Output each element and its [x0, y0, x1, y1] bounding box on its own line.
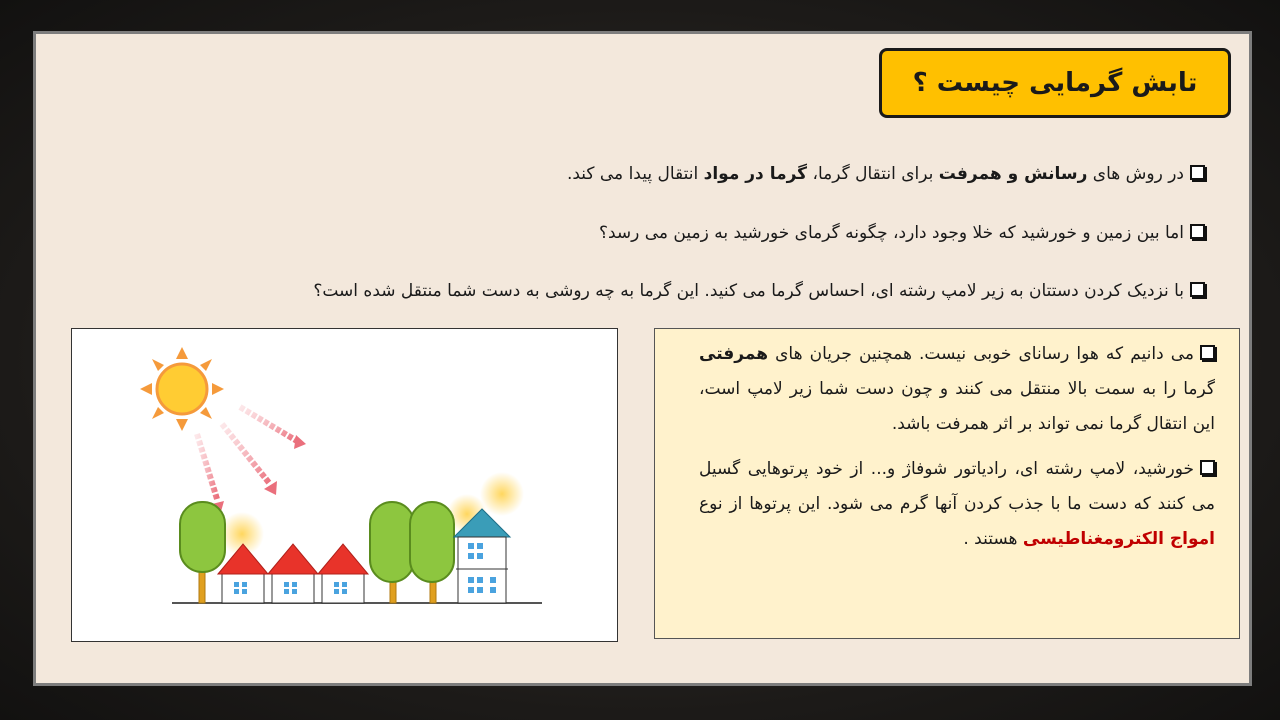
checkbox-bullet-icon: [1200, 345, 1215, 360]
checkbox-bullet-icon: [1200, 460, 1215, 475]
slide: [33, 31, 1252, 686]
p2-text-a: خورشید، لامپ رشته ای، رادیاتور شوفاژ و... از خود پرتوهایی گسیل می کنند که دست ما با جذب کردن آنها گرم می شود. این پرتوها از نوع: [699, 459, 1215, 514]
bullet-3: [313, 281, 1205, 301]
checkbox-bullet-icon: [1190, 165, 1205, 180]
checkbox-bullet-icon: [1190, 224, 1205, 239]
bullet-1-bold-b: گرما در مواد: [703, 164, 808, 184]
p1-text-b: گرما را به سمت بالا منتقل می کنند و چون دست شما زیر لامپ است، این انتقال گرما نمی تواند بر اثر همرفت باشد.: [699, 379, 1215, 434]
bullet-3-text: با نزدیک کردن دستتان به زیر لامپ رشته ای، احساس گرما می کنید. این گرما به چه روشی به دست شما منتقل شده است؟: [313, 281, 1184, 301]
p1-text-a: می دانیم که هوا رسانای خوبی نیست. همچنین جریان های: [768, 344, 1194, 364]
checkbox-bullet-icon: [1190, 282, 1205, 297]
bullet-1-text-b: برای انتقال گرما،: [807, 164, 939, 184]
bullet-1-text-c: انتقال پیدا می کند.: [566, 164, 704, 184]
radiation-illustration: [71, 328, 618, 642]
tree-icon: [370, 502, 414, 603]
sun-icon: [140, 347, 224, 431]
explanation-paragraph-1: [699, 337, 1215, 442]
bullet-1: [567, 164, 1205, 184]
slide-title: تابش گرمایی چیست ؟: [879, 48, 1231, 118]
bullet-1-bold-a: رسانش و همرفت: [938, 164, 1088, 184]
bullet-2-text: اما بین زمین و خورشید که خلا وجود دارد، چگونه گرمای خورشید به زمین می رسد؟: [598, 223, 1184, 243]
explanation-box: [654, 328, 1240, 639]
p2-highlight: امواج الکترومغناطیسی: [1022, 529, 1215, 549]
house-icon: [318, 544, 368, 603]
tree-icon: [410, 502, 454, 603]
tree-icon: [180, 502, 225, 603]
heat-ray-icon: [197, 407, 297, 499]
house-icon: [268, 544, 318, 603]
p1-bold: همرفتی: [699, 344, 769, 364]
explanation-paragraph-2: [699, 452, 1215, 557]
bullet-1-text-a: در روش های: [1087, 164, 1184, 184]
p2-text-b: هستند .: [963, 529, 1023, 549]
bullet-2: [599, 223, 1205, 243]
